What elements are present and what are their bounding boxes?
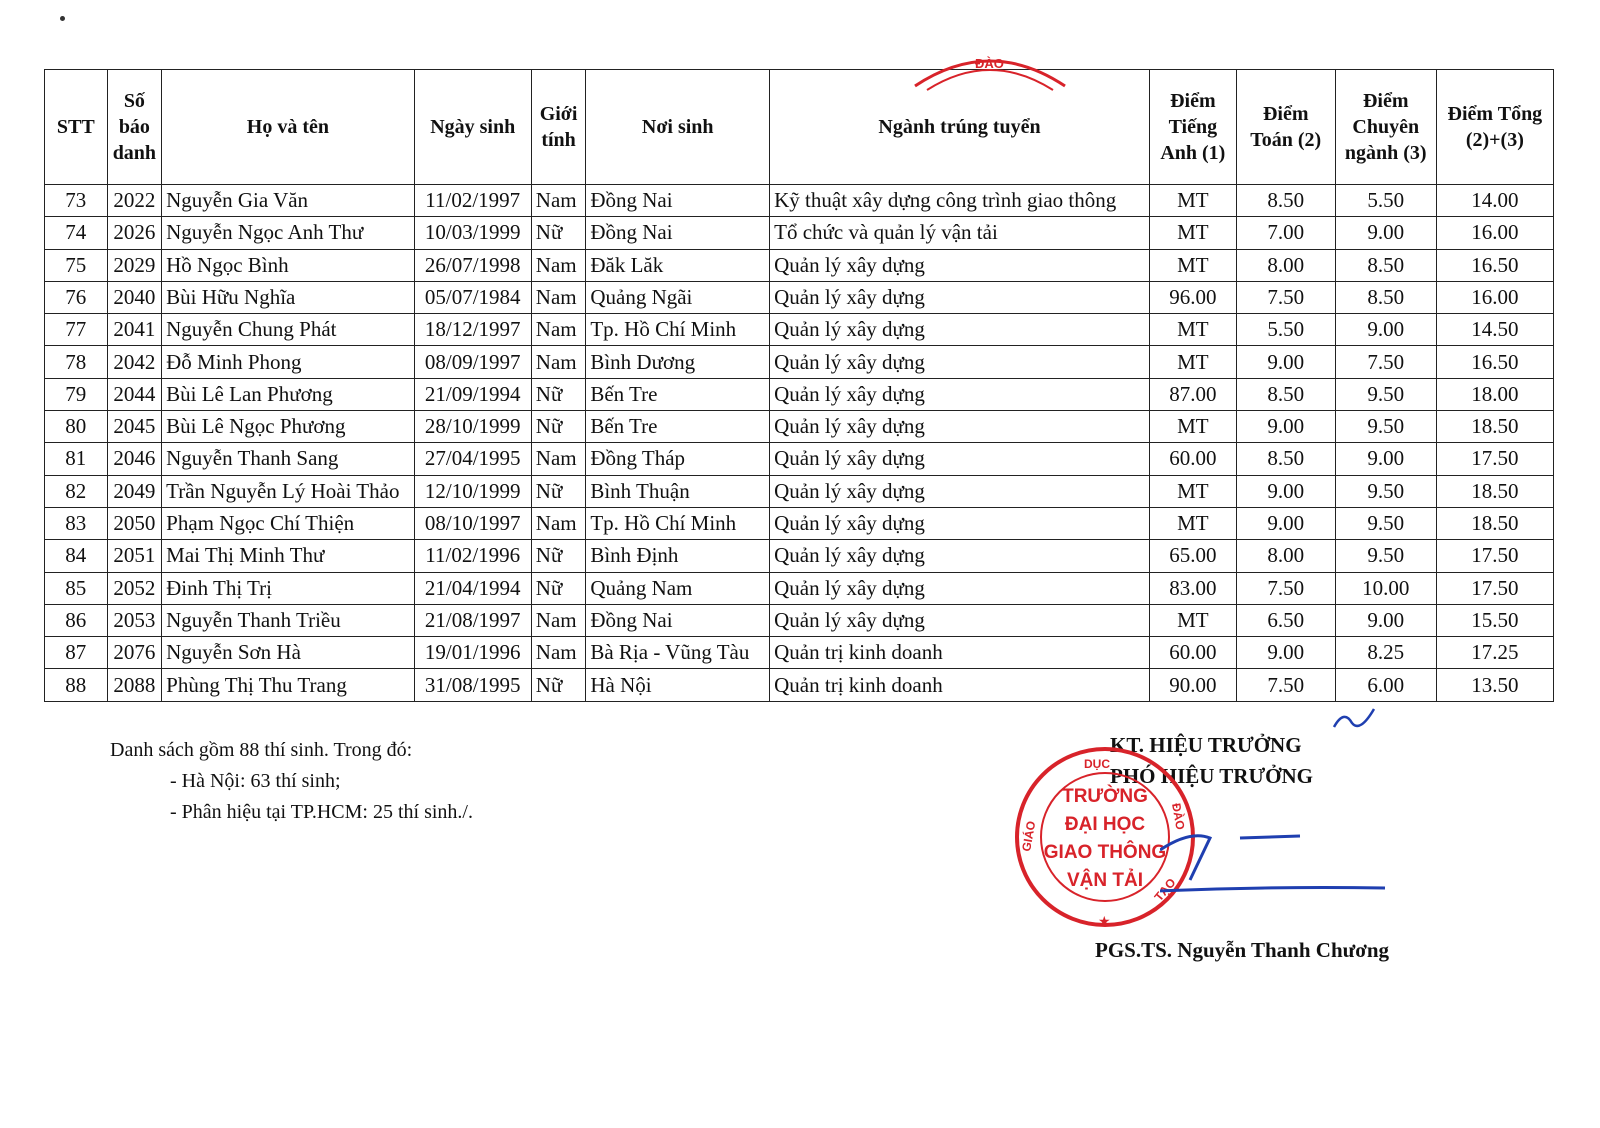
cell-total: 18.50 xyxy=(1436,507,1553,539)
header-dob: Ngày sinh xyxy=(414,70,531,185)
cell-stt: 78 xyxy=(45,346,108,378)
table-row xyxy=(45,411,1554,443)
cell-sbd: 2088 xyxy=(107,669,162,701)
note-hanoi: - Hà Nội: 63 thí sinh; xyxy=(170,770,341,792)
cell-birthplace: Đồng Tháp xyxy=(586,443,770,475)
cell-total: 14.00 xyxy=(1436,185,1553,217)
cell-stt: 76 xyxy=(45,281,108,313)
cell-birthplace: Quảng Ngãi xyxy=(586,281,770,313)
table-row xyxy=(45,507,1554,539)
cell-name: Nguyễn Chung Phát xyxy=(162,314,415,346)
cell-sbd: 2046 xyxy=(107,443,162,475)
cell-name: Nguyễn Thanh Sang xyxy=(162,443,415,475)
cell-gender: Nam xyxy=(531,443,586,475)
cell-specialty: 8.50 xyxy=(1335,249,1436,281)
cell-gender: Nam xyxy=(531,281,586,313)
cell-name: Nguyễn Sơn Hà xyxy=(162,637,415,669)
cell-dob: 27/04/1995 xyxy=(414,443,531,475)
cell-name: Phạm Ngọc Chí Thiện xyxy=(162,507,415,539)
header-gender: Giới tính xyxy=(531,70,586,185)
cell-gender: Nữ xyxy=(531,411,586,443)
stamp-line-3: GIAO THÔNG xyxy=(1043,842,1167,863)
cell-sbd: 2050 xyxy=(107,507,162,539)
cell-gender: Nam xyxy=(531,185,586,217)
cell-dob: 11/02/1996 xyxy=(414,540,531,572)
cell-english: MT xyxy=(1149,314,1236,346)
cell-dob: 21/08/1997 xyxy=(414,604,531,636)
cell-major: Quản lý xây dựng xyxy=(770,475,1150,507)
cell-math: 9.00 xyxy=(1236,637,1335,669)
cell-specialty: 9.50 xyxy=(1335,540,1436,572)
cell-birthplace: Bình Thuận xyxy=(586,475,770,507)
note-hcm: - Phân hiệu tại TP.HCM: 25 thí sinh./. xyxy=(170,801,473,823)
cell-name: Trần Nguyễn Lý Hoài Thảo xyxy=(162,475,415,507)
cell-total: 16.50 xyxy=(1436,346,1553,378)
scan-speck xyxy=(60,16,65,21)
cell-gender: Nam xyxy=(531,604,586,636)
cell-major: Quản lý xây dựng xyxy=(770,572,1150,604)
cell-stt: 84 xyxy=(45,540,108,572)
cell-gender: Nữ xyxy=(531,572,586,604)
cell-sbd: 2053 xyxy=(107,604,162,636)
cell-gender: Nữ xyxy=(531,378,586,410)
cell-sbd: 2052 xyxy=(107,572,162,604)
cell-specialty: 8.25 xyxy=(1335,637,1436,669)
cell-english: 90.00 xyxy=(1149,669,1236,701)
cell-dob: 21/09/1994 xyxy=(414,378,531,410)
cell-english: 87.00 xyxy=(1149,378,1236,410)
signature-title: KT. HIỆU TRƯỞNG xyxy=(1110,733,1302,757)
table-row xyxy=(45,572,1554,604)
table-row xyxy=(45,475,1554,507)
table-row xyxy=(45,346,1554,378)
cell-english: MT xyxy=(1149,507,1236,539)
cell-stt: 80 xyxy=(45,411,108,443)
cell-birthplace: Đồng Nai xyxy=(586,217,770,249)
table-row xyxy=(45,378,1554,410)
cell-total: 16.00 xyxy=(1436,281,1553,313)
cell-math: 5.50 xyxy=(1236,314,1335,346)
cell-stt: 83 xyxy=(45,507,108,539)
cell-birthplace: Bình Dương xyxy=(586,346,770,378)
cell-specialty: 9.00 xyxy=(1335,443,1436,475)
cell-english: MT xyxy=(1149,346,1236,378)
cell-specialty: 5.50 xyxy=(1335,185,1436,217)
cell-birthplace: Tp. Hồ Chí Minh xyxy=(586,507,770,539)
cell-gender: Nam xyxy=(531,507,586,539)
table-row xyxy=(45,249,1554,281)
cell-major: Quản lý xây dựng xyxy=(770,249,1150,281)
table-row xyxy=(45,185,1554,217)
cell-sbd: 2051 xyxy=(107,540,162,572)
cell-sbd: 2029 xyxy=(107,249,162,281)
table-row xyxy=(45,314,1554,346)
cell-stt: 82 xyxy=(45,475,108,507)
cell-english: MT xyxy=(1149,217,1236,249)
header-name: Họ và tên xyxy=(162,70,415,185)
cell-gender: Nam xyxy=(531,249,586,281)
cell-sbd: 2026 xyxy=(107,217,162,249)
table-row xyxy=(45,281,1554,313)
cell-english: MT xyxy=(1149,604,1236,636)
cell-gender: Nữ xyxy=(531,669,586,701)
cell-specialty: 8.50 xyxy=(1335,281,1436,313)
cell-math: 9.00 xyxy=(1236,507,1335,539)
cell-birthplace: Đồng Nai xyxy=(586,185,770,217)
cell-name: Nguyễn Gia Văn xyxy=(162,185,415,217)
header-stt: STT xyxy=(45,70,108,185)
cell-gender: Nữ xyxy=(531,475,586,507)
cell-stt: 85 xyxy=(45,572,108,604)
cell-specialty: 9.50 xyxy=(1335,411,1436,443)
stamp-line-1: TRƯỜNG xyxy=(1062,786,1148,807)
cell-stt: 77 xyxy=(45,314,108,346)
initial-mark xyxy=(1330,705,1380,735)
header-sbd: Số báo danh xyxy=(107,70,162,185)
table-row xyxy=(45,604,1554,636)
cell-dob: 18/12/1997 xyxy=(414,314,531,346)
cell-major: Kỹ thuật xây dựng công trình giao thông xyxy=(770,185,1150,217)
cell-english: 60.00 xyxy=(1149,443,1236,475)
cell-specialty: 9.00 xyxy=(1335,604,1436,636)
signer-name: PGS.TS. Nguyễn Thanh Chương xyxy=(1095,938,1390,962)
partial-stamp-text: ĐÀO xyxy=(975,56,1004,71)
stamp-star-icon: ★ xyxy=(1098,913,1111,929)
cell-name: Bùi Lê Ngọc Phương xyxy=(162,411,415,443)
cell-birthplace: Bến Tre xyxy=(586,378,770,410)
cell-english: 83.00 xyxy=(1149,572,1236,604)
cell-sbd: 2076 xyxy=(107,637,162,669)
cell-name: Hồ Ngọc Bình xyxy=(162,249,415,281)
cell-major: Quản lý xây dựng xyxy=(770,507,1150,539)
cell-total: 17.25 xyxy=(1436,637,1553,669)
cell-math: 8.50 xyxy=(1236,443,1335,475)
cell-math: 9.00 xyxy=(1236,411,1335,443)
stamp-ring-left: GIÁO xyxy=(1019,819,1039,853)
cell-major: Quản lý xây dựng xyxy=(770,346,1150,378)
cell-total: 18.50 xyxy=(1436,411,1553,443)
cell-stt: 75 xyxy=(45,249,108,281)
cell-total: 13.50 xyxy=(1436,669,1553,701)
cell-gender: Nam xyxy=(531,637,586,669)
cell-stt: 74 xyxy=(45,217,108,249)
stamp-line-2: ĐẠI HỌC xyxy=(1064,814,1146,835)
table-row xyxy=(45,443,1554,475)
cell-stt: 86 xyxy=(45,604,108,636)
table-row xyxy=(45,637,1554,669)
cell-birthplace: Đăk Lăk xyxy=(586,249,770,281)
cell-specialty: 7.50 xyxy=(1335,346,1436,378)
cell-math: 6.50 xyxy=(1236,604,1335,636)
cell-stt: 73 xyxy=(45,185,108,217)
cell-major: Quản lý xây dựng xyxy=(770,411,1150,443)
stamp-ring-right: ĐÀO xyxy=(1169,802,1188,831)
cell-major: Quản trị kinh doanh xyxy=(770,637,1150,669)
cell-major: Quản lý xây dựng xyxy=(770,604,1150,636)
cell-birthplace: Hà Nội xyxy=(586,669,770,701)
signature-subtitle: PHÓ HIỆU TRƯỞNG xyxy=(1110,764,1314,788)
cell-total: 15.50 xyxy=(1436,604,1553,636)
header-major: Ngành trúng tuyển xyxy=(770,70,1150,185)
cell-english: 65.00 xyxy=(1149,540,1236,572)
table-row xyxy=(45,217,1554,249)
cell-dob: 10/03/1999 xyxy=(414,217,531,249)
header-total: Điểm Tổng (2)+(3) xyxy=(1436,70,1553,185)
cell-name: Nguyễn Thanh Triều xyxy=(162,604,415,636)
cell-sbd: 2045 xyxy=(107,411,162,443)
cell-english: MT xyxy=(1149,185,1236,217)
cell-gender: Nam xyxy=(531,346,586,378)
cell-math: 7.50 xyxy=(1236,669,1335,701)
cell-total: 18.00 xyxy=(1436,378,1553,410)
cell-total: 17.50 xyxy=(1436,443,1553,475)
cell-total: 18.50 xyxy=(1436,475,1553,507)
stamp-ring-bottom: TẠO xyxy=(1151,875,1179,904)
cell-total: 16.00 xyxy=(1436,217,1553,249)
cell-sbd: 2040 xyxy=(107,281,162,313)
cell-major: Quản lý xây dựng xyxy=(770,540,1150,572)
cell-birthplace: Bình Định xyxy=(586,540,770,572)
cell-gender: Nữ xyxy=(531,217,586,249)
table-row xyxy=(45,540,1554,572)
cell-specialty: 6.00 xyxy=(1335,669,1436,701)
cell-dob: 19/01/1996 xyxy=(414,637,531,669)
cell-sbd: 2022 xyxy=(107,185,162,217)
cell-dob: 08/10/1997 xyxy=(414,507,531,539)
header-specialty: Điểm Chuyên ngành (3) xyxy=(1335,70,1436,185)
table-body xyxy=(45,185,1554,702)
cell-name: Đinh Thị Trị xyxy=(162,572,415,604)
cell-name: Đỗ Minh Phong xyxy=(162,346,415,378)
cell-name: Mai Thị Minh Thư xyxy=(162,540,415,572)
cell-dob: 26/07/1998 xyxy=(414,249,531,281)
cell-stt: 88 xyxy=(45,669,108,701)
cell-major: Tổ chức và quản lý vận tải xyxy=(770,217,1150,249)
cell-english: 60.00 xyxy=(1149,637,1236,669)
stamp-ring-top: DỤC xyxy=(1084,757,1110,771)
partial-stamp-top xyxy=(905,46,1075,96)
cell-math: 8.00 xyxy=(1236,249,1335,281)
cell-gender: Nữ xyxy=(531,540,586,572)
cell-dob: 21/04/1994 xyxy=(414,572,531,604)
cell-specialty: 9.50 xyxy=(1335,507,1436,539)
cell-name: Bùi Lê Lan Phương xyxy=(162,378,415,410)
admission-results-table xyxy=(44,69,1554,702)
cell-birthplace: Đồng Nai xyxy=(586,604,770,636)
header-math: Điểm Toán (2) xyxy=(1236,70,1335,185)
cell-math: 9.00 xyxy=(1236,475,1335,507)
cell-birthplace: Bà Rịa - Vũng Tàu xyxy=(586,637,770,669)
cell-sbd: 2044 xyxy=(107,378,162,410)
summary-notes xyxy=(110,735,473,828)
cell-math: 7.00 xyxy=(1236,217,1335,249)
cell-specialty: 9.50 xyxy=(1335,378,1436,410)
cell-name: Nguyễn Ngọc Anh Thư xyxy=(162,217,415,249)
cell-sbd: 2049 xyxy=(107,475,162,507)
cell-name: Bùi Hữu Nghĩa xyxy=(162,281,415,313)
cell-specialty: 10.00 xyxy=(1335,572,1436,604)
cell-dob: 08/09/1997 xyxy=(414,346,531,378)
header-english: Điểm Tiếng Anh (1) xyxy=(1149,70,1236,185)
cell-specialty: 9.00 xyxy=(1335,217,1436,249)
cell-birthplace: Quảng Nam xyxy=(586,572,770,604)
cell-dob: 12/10/1999 xyxy=(414,475,531,507)
cell-english: MT xyxy=(1149,249,1236,281)
cell-math: 7.50 xyxy=(1236,281,1335,313)
handwritten-signature xyxy=(1160,820,1400,930)
table-header-row xyxy=(45,70,1554,185)
cell-math: 9.00 xyxy=(1236,346,1335,378)
cell-total: 14.50 xyxy=(1436,314,1553,346)
cell-major: Quản trị kinh doanh xyxy=(770,669,1150,701)
cell-dob: 28/10/1999 xyxy=(414,411,531,443)
cell-major: Quản lý xây dựng xyxy=(770,378,1150,410)
cell-dob: 31/08/1995 xyxy=(414,669,531,701)
cell-major: Quản lý xây dựng xyxy=(770,314,1150,346)
cell-major: Quản lý xây dựng xyxy=(770,443,1150,475)
cell-birthplace: Tp. Hồ Chí Minh xyxy=(586,314,770,346)
cell-sbd: 2041 xyxy=(107,314,162,346)
cell-major: Quản lý xây dựng xyxy=(770,281,1150,313)
cell-specialty: 9.50 xyxy=(1335,475,1436,507)
cell-gender: Nam xyxy=(531,314,586,346)
cell-math: 8.50 xyxy=(1236,378,1335,410)
note-total: Danh sách gồm 88 thí sinh. Trong đó: xyxy=(110,739,413,761)
cell-english: MT xyxy=(1149,475,1236,507)
table-row xyxy=(45,669,1554,701)
cell-name: Phùng Thị Thu Trang xyxy=(162,669,415,701)
header-birthplace: Nơi sinh xyxy=(586,70,770,185)
cell-math: 8.50 xyxy=(1236,185,1335,217)
cell-birthplace: Bến Tre xyxy=(586,411,770,443)
cell-english: 96.00 xyxy=(1149,281,1236,313)
cell-sbd: 2042 xyxy=(107,346,162,378)
cell-specialty: 9.00 xyxy=(1335,314,1436,346)
cell-math: 8.00 xyxy=(1236,540,1335,572)
cell-stt: 79 xyxy=(45,378,108,410)
cell-dob: 05/07/1984 xyxy=(414,281,531,313)
stamp-line-4: VẬN TẢI xyxy=(1067,870,1143,891)
cell-stt: 87 xyxy=(45,637,108,669)
cell-math: 7.50 xyxy=(1236,572,1335,604)
cell-stt: 81 xyxy=(45,443,108,475)
cell-total: 16.50 xyxy=(1436,249,1553,281)
cell-total: 17.50 xyxy=(1436,572,1553,604)
cell-dob: 11/02/1997 xyxy=(414,185,531,217)
cell-english: MT xyxy=(1149,411,1236,443)
cell-total: 17.50 xyxy=(1436,540,1553,572)
